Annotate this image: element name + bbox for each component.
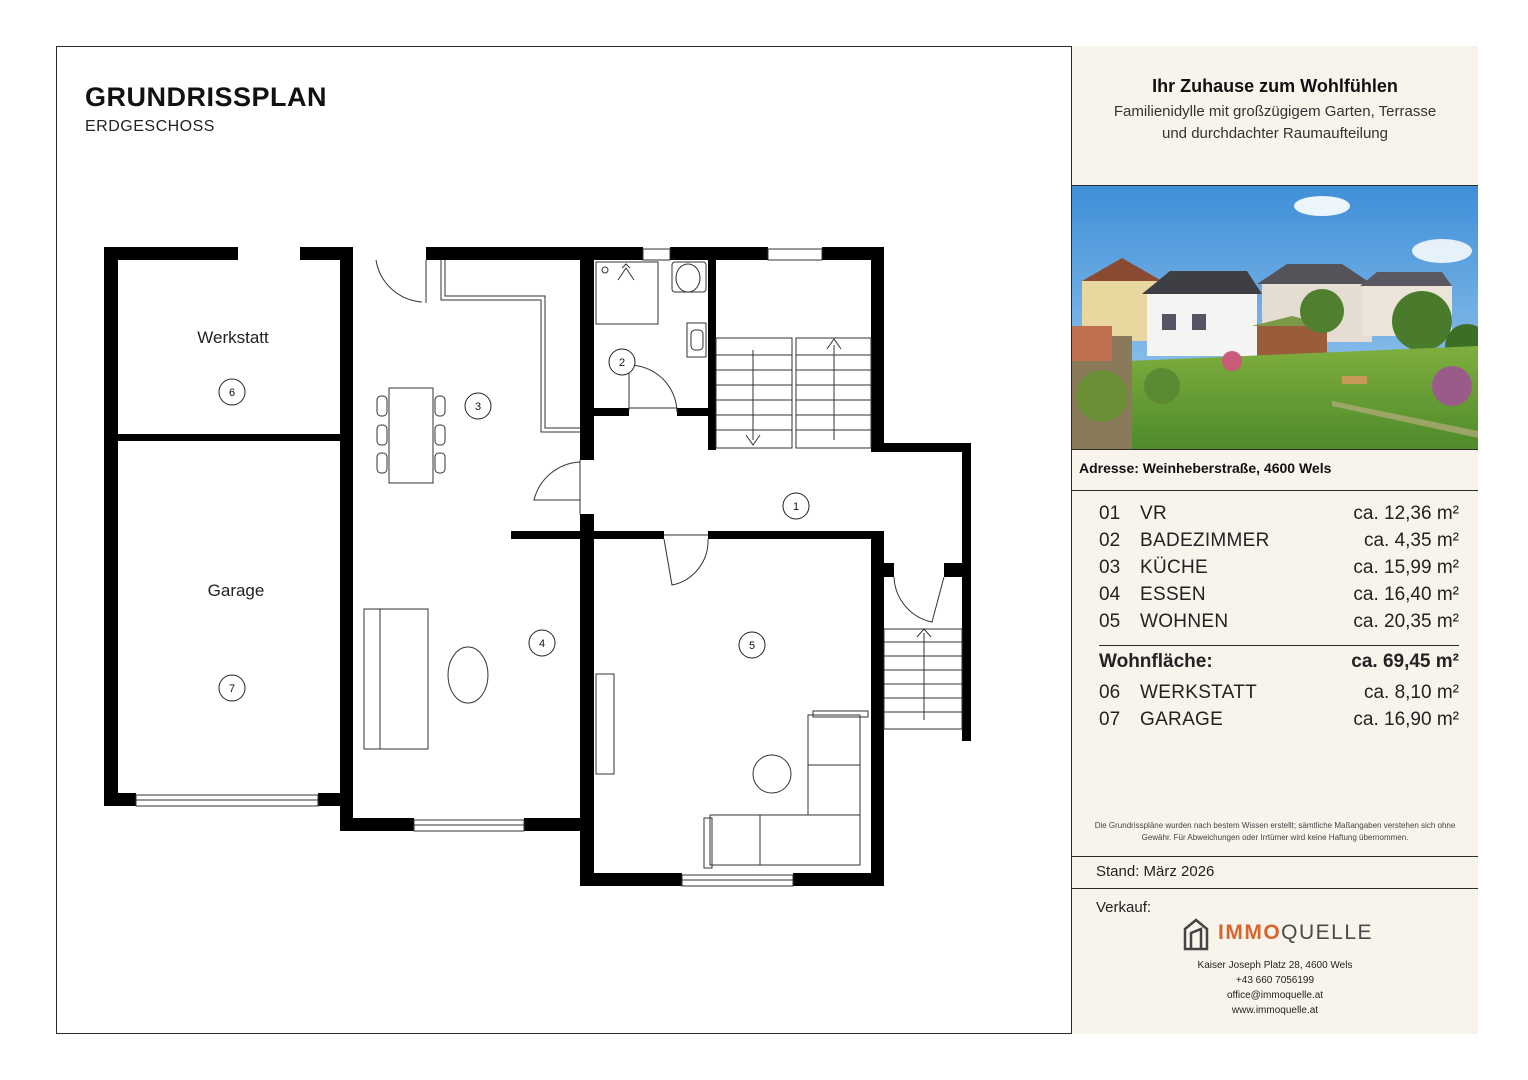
contact-email[interactable]: office@immoquelle.at xyxy=(1226,990,1324,1001)
sidebar-header xyxy=(1072,46,1478,185)
verkauf-label: Verkauf: xyxy=(1096,899,1152,916)
room-area: ca. 12,36 m² xyxy=(1353,503,1459,524)
property-address: Adresse: Weinheberstraße, 4600 Wels xyxy=(1079,460,1332,476)
room-area: ca. 15,99 m² xyxy=(1353,557,1459,578)
property-photo xyxy=(1072,185,1478,450)
room-marker-1: 1 xyxy=(792,501,800,513)
divider xyxy=(1072,490,1478,491)
label-werkstatt: Werkstatt xyxy=(197,328,269,347)
room-area: ca. 8,10 m² xyxy=(1363,682,1459,703)
total-label: Wohnfläche: xyxy=(1099,651,1213,672)
room-name: GARAGE xyxy=(1140,709,1224,730)
contact-website[interactable]: www.immoquelle.at xyxy=(1231,1005,1319,1016)
room-number: 07 xyxy=(1099,709,1121,730)
room-area: ca. 20,35 m² xyxy=(1353,611,1459,632)
room-marker-7: 7 xyxy=(228,683,236,695)
room-name: BADEZIMMER xyxy=(1140,530,1270,551)
living-area-total xyxy=(1099,645,1459,682)
room-marker-5: 5 xyxy=(748,640,756,652)
tagline-line-1: Familienidylle mit großzügigem Garten, Terrasse xyxy=(1113,103,1437,120)
room-number: 04 xyxy=(1099,584,1121,605)
contact-phone[interactable]: +43 660 7056199 xyxy=(1235,975,1315,986)
room-marker-3: 3 xyxy=(474,401,482,413)
room-number: 01 xyxy=(1099,503,1121,524)
room-number: 06 xyxy=(1099,682,1121,703)
total-area: ca. 69,45 m² xyxy=(1351,651,1459,672)
room-area: ca. 16,40 m² xyxy=(1353,584,1459,605)
room-row xyxy=(1099,682,1459,709)
stand-date: Stand: März 2026 xyxy=(1096,863,1215,880)
room-marker-2: 2 xyxy=(618,357,626,369)
divider xyxy=(1072,856,1478,857)
room-row xyxy=(1099,557,1459,584)
room-marker-4: 4 xyxy=(538,638,546,650)
logo-strong: IMMO xyxy=(1218,921,1282,944)
room-area: ca. 16,90 m² xyxy=(1353,709,1459,730)
room-number: 02 xyxy=(1099,530,1121,551)
page-title: GRUNDRISSPLAN xyxy=(85,82,328,112)
logo-rest: QUELLE xyxy=(1281,921,1374,944)
room-name: WOHNEN xyxy=(1140,611,1229,632)
house-logo-icon xyxy=(1182,917,1210,951)
sidebar-headline: Ihr Zuhause zum Wohlfühlen xyxy=(1152,76,1398,96)
room-area-list xyxy=(1099,503,1459,736)
room-area: ca. 4,35 m² xyxy=(1363,530,1459,551)
room-row xyxy=(1099,709,1459,736)
room-number: 03 xyxy=(1099,557,1121,578)
room-marker-6: 6 xyxy=(228,387,236,399)
house-garden-photo-icon xyxy=(1072,186,1478,450)
tagline-line-2: und durchdachter Raumaufteilung xyxy=(1162,125,1388,142)
room-row xyxy=(1099,530,1459,557)
page-subtitle: ERDGESCHOSS xyxy=(85,118,215,135)
disclaimer-text: Die Grundrisspläne wurden nach bestem Wissen erstellt; sämtliche Maßangaben verstehen sich ohne Gewähr. Für Abweichungen oder Irrtümer wird keine Haftung übernommen. xyxy=(1094,821,1456,842)
room-row xyxy=(1099,503,1459,530)
info-sidebar xyxy=(1071,46,1478,1034)
room-name: ESSEN xyxy=(1140,584,1206,605)
label-garage: Garage xyxy=(207,581,265,600)
contact-address: Kaiser Joseph Platz 28, 4600 Wels xyxy=(1197,960,1353,971)
divider xyxy=(1072,888,1478,889)
sidebar-tagline xyxy=(1072,101,1478,145)
room-name: WERKSTATT xyxy=(1140,682,1258,703)
room-row xyxy=(1099,584,1459,611)
logo-wordmark xyxy=(1218,921,1373,945)
room-name: KÜCHE xyxy=(1140,557,1209,578)
room-name: VR xyxy=(1140,503,1167,524)
contact-block xyxy=(1072,958,1478,1018)
room-row xyxy=(1099,611,1459,638)
room-number: 05 xyxy=(1099,611,1121,632)
